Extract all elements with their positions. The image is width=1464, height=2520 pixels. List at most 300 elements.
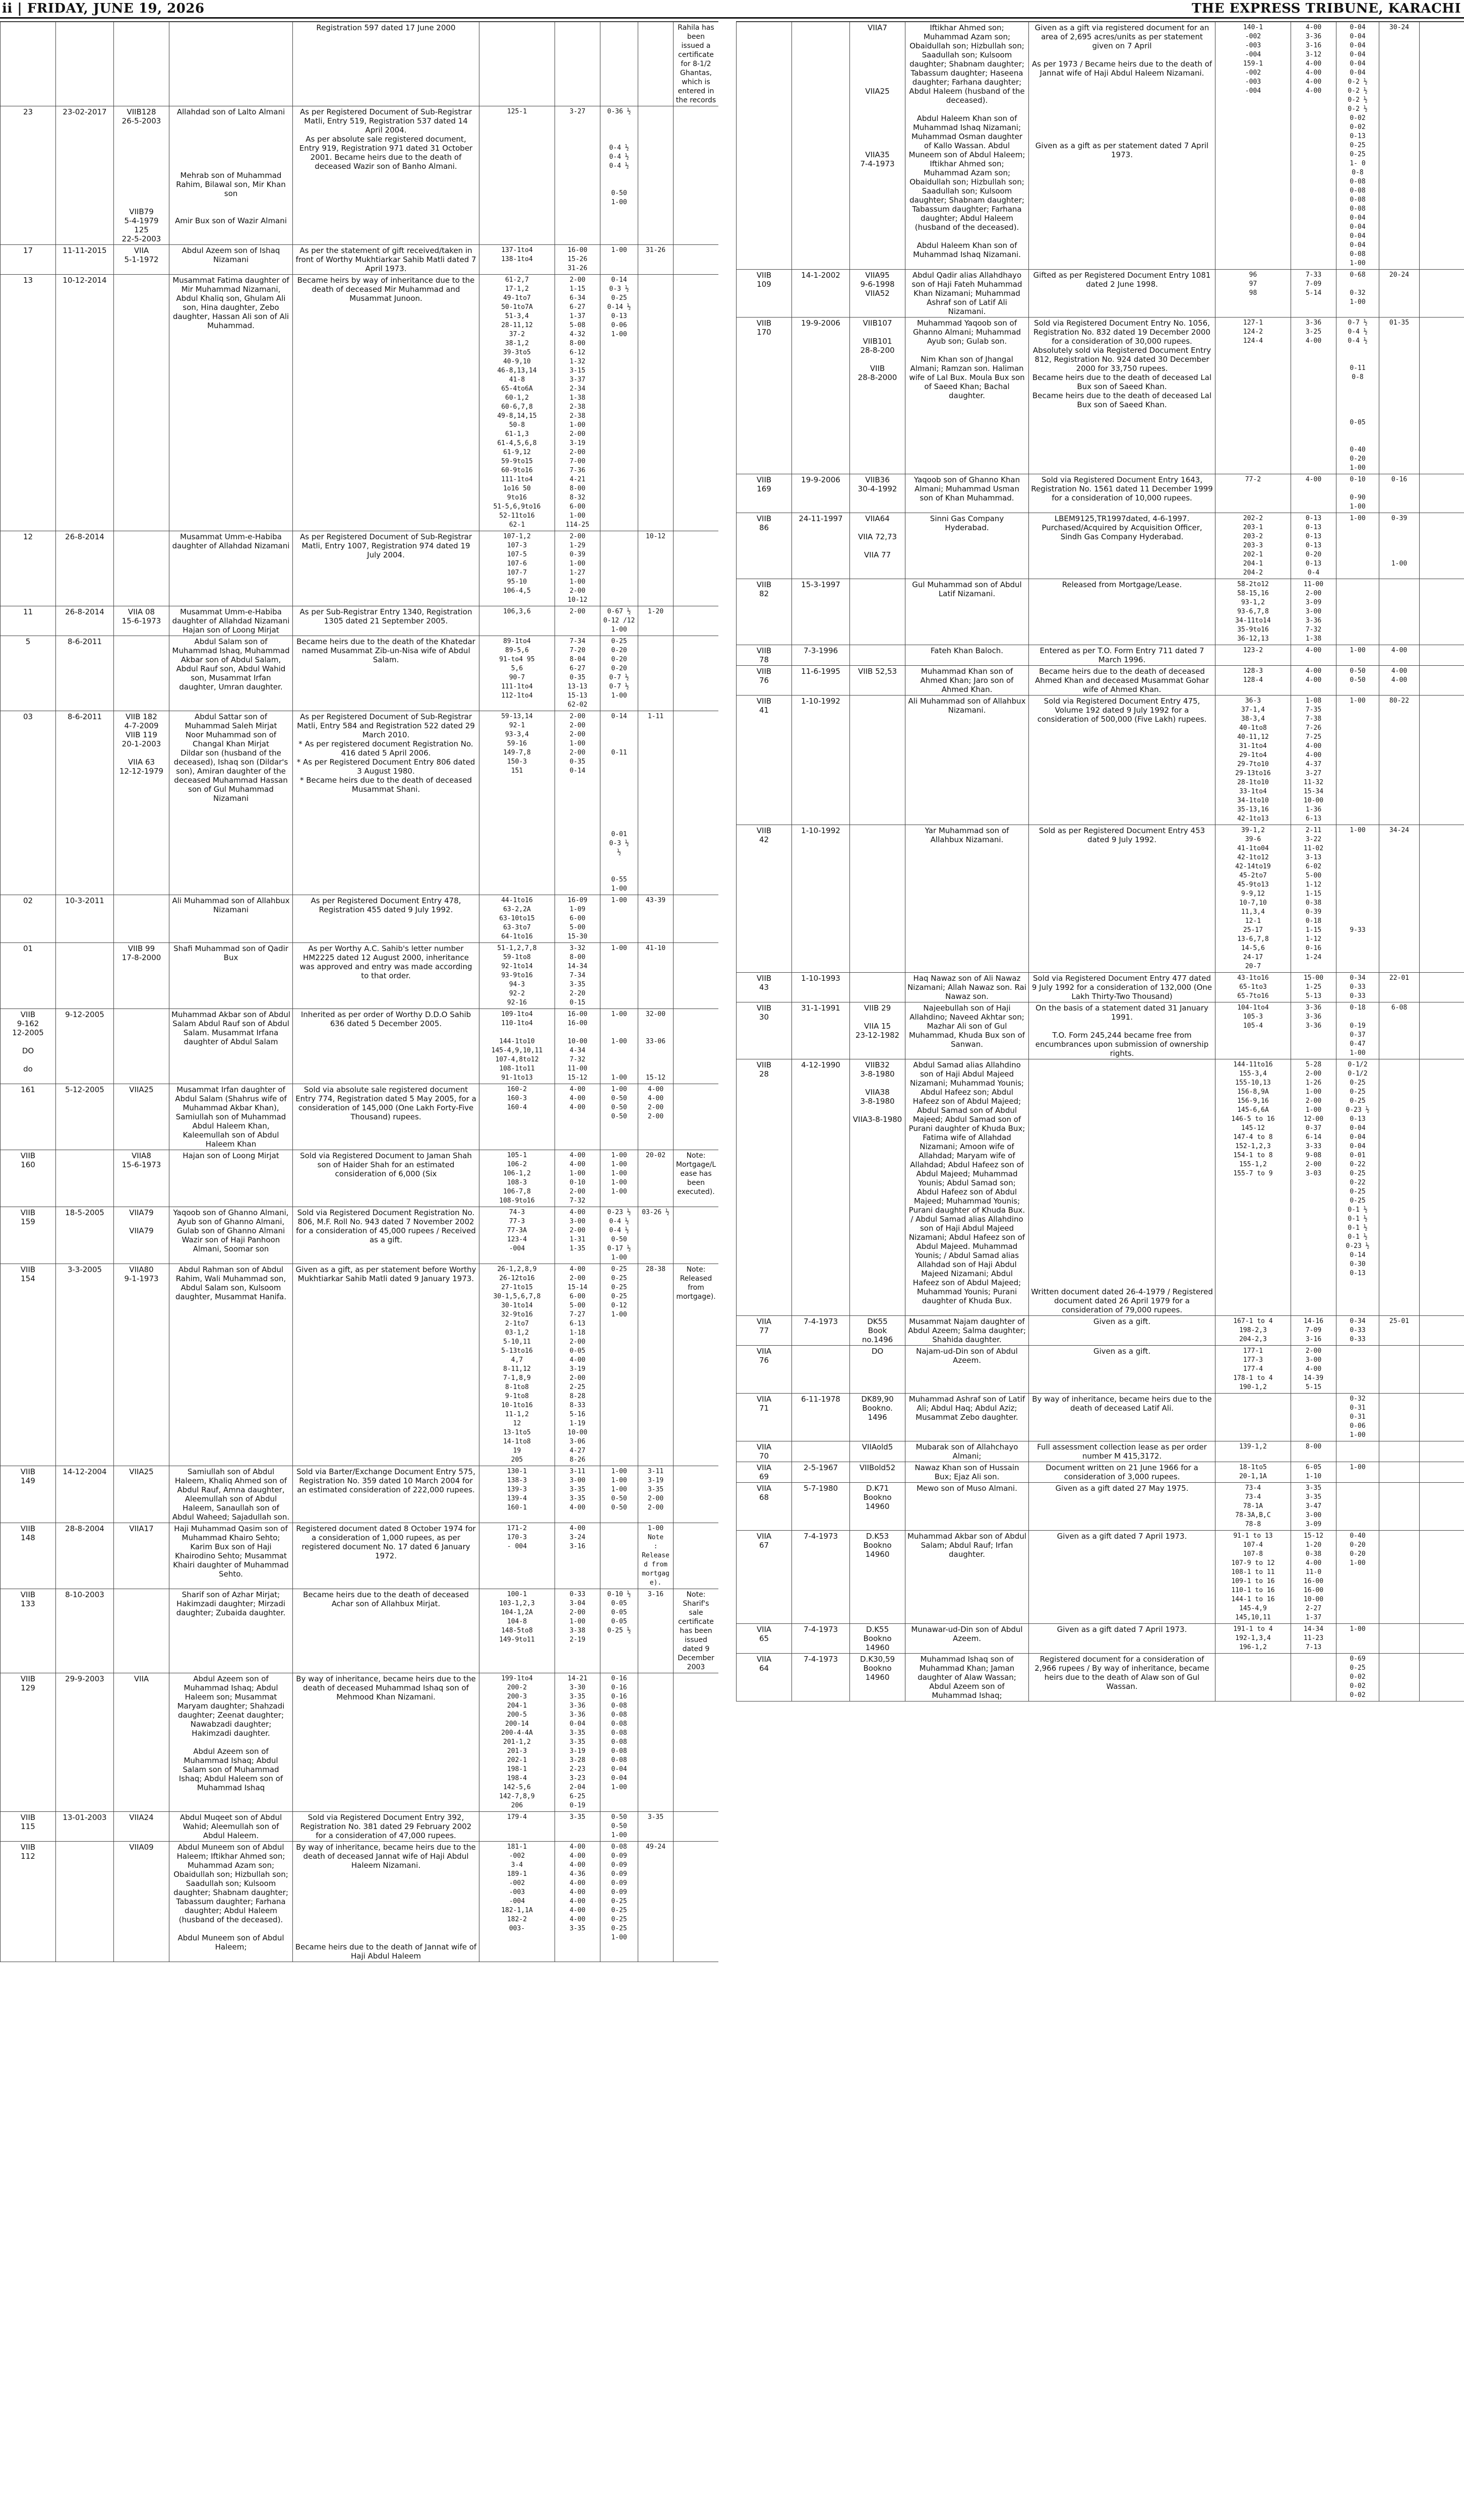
note <box>674 1084 719 1150</box>
entry-number: VIIB 159 <box>1 1207 56 1264</box>
area: 4-00 <box>1291 645 1336 666</box>
total-area <box>1379 1059 1420 1316</box>
reference-entry <box>114 1009 169 1084</box>
owner-names: Haq Nawaz son of Ali Nawaz Nizamani; Allah Nawaz son. Rai Nawaz son. <box>905 973 1029 1002</box>
entry-date: 11-11-2015 <box>56 245 114 275</box>
entry-date: 8-6-2011 <box>56 636 114 711</box>
area: 3-32 8-00 14-34 7-34 3-35 2-20 0-15 <box>555 943 600 1009</box>
area: 11-00 2-00 3-09 3-00 3-36 7-32 1-38 <box>1291 579 1336 645</box>
note <box>1420 1654 1464 1702</box>
table-row <box>1 895 719 943</box>
remarks: Full assessment collection lease as per order number M 415,3172. <box>1029 1441 1215 1462</box>
area: 4-00 4-00 4-00 <box>555 1084 600 1150</box>
note <box>674 275 719 531</box>
note <box>674 1673 719 1812</box>
left-column <box>0 21 718 2520</box>
note <box>1420 1531 1464 1624</box>
total-area: 01-35 <box>1379 318 1420 474</box>
reference-entry: D.K71 Bookno 14960 <box>850 1483 905 1531</box>
note <box>1420 1346 1464 1394</box>
entry-number: 01 <box>1 943 56 1009</box>
entry-number: VIIB 76 <box>737 666 792 696</box>
remarks: Became heirs by way of inheritance due to the death of deceased Mir Muhammad and Musammat Junoon. <box>293 275 479 531</box>
entry-date <box>56 22 114 106</box>
survey-numbers: 109-1to4 110-1to4 144-1to10 145-4,9,10,11 107-4,8to12 108-1to11 91-1to13 <box>479 1009 555 1084</box>
share: 0-14 0-11 0-01 0-3 ½ ½ 0-55 1-00 <box>600 711 638 895</box>
note <box>674 636 719 711</box>
area: 4-00 4-00 <box>1291 666 1336 696</box>
survey-numbers: 127-1 124-2 124-4 <box>1215 318 1291 474</box>
entry-date: 7-3-1996 <box>792 645 850 666</box>
table-row <box>1 1264 719 1466</box>
remarks: Became heirs due to the death of the Khatedar named Musammat Zib-un-Nisa wife of Abdul Salam. <box>293 636 479 711</box>
table-row <box>1 245 719 275</box>
entry-number: VIIB 133 <box>1 1589 56 1673</box>
area: 14-21 3-30 3-35 3-36 3-36 0-04 3-35 3-35 3-19 3-28 2-23 3-23 2-04 6-25 0-19 <box>555 1673 600 1812</box>
share: 0-50 0-50 1-00 <box>600 1812 638 1842</box>
table-row <box>737 318 1464 474</box>
survey-numbers: 73-4 73-4 78-1A 78-3A,B,C 78-8 <box>1215 1483 1291 1531</box>
table-row <box>737 1654 1464 1702</box>
owner-names: Ali Muhammad son of Allahbux Nizamani. <box>905 696 1029 825</box>
table-row <box>737 666 1464 696</box>
remarks: Sold via Registered Document Registration No. 806, M.F. Roll No. 943 dated 7 November 2002 for a consideration of 45,000 rupees / Received as a gift. <box>293 1207 479 1264</box>
entry-date: 7-4-1973 <box>792 1654 850 1702</box>
share: 1-00 <box>600 895 638 943</box>
entry-date: 6-11-1978 <box>792 1394 850 1441</box>
table-row <box>1 1589 719 1673</box>
entry-number: VIIA 70 <box>737 1441 792 1462</box>
area: 2-00 1-29 0-39 1-00 1-27 1-00 2-00 10-12 <box>555 531 600 606</box>
owner-names: Samiullah son of Abdul Haleem, Khaliq Ahmed son of Abdul Rauf, Amna daughter, Aleemullah son of Abdul Haleem, Sanaullah son of Abdul Waheed; Sajadullah son. <box>169 1466 293 1523</box>
share <box>600 1523 638 1589</box>
area: 5-28 2-00 1-26 1-00 2-00 1-00 12-00 0-37 6-14 3-33 9-08 2-00 3-03 <box>1291 1059 1336 1316</box>
reference-entry <box>850 579 905 645</box>
owner-names: Mubarak son of Allahchayo Almani; <box>905 1441 1029 1462</box>
survey-numbers: 96 97 98 <box>1215 270 1291 318</box>
note <box>1420 318 1464 474</box>
owner-names: Abdul Qadir alias Allahdhayo son of Haji Fateh Muhammad Khan Nizamani; Muhammad Ashraf son of Latif Ali Nizamani. <box>905 270 1029 318</box>
remarks: By way of inheritance, became heirs due to the death of deceased Latif Ali. <box>1029 1394 1215 1441</box>
total-area: 20-02 <box>638 1150 674 1207</box>
area: 2-00 2-00 2-00 1-00 2-00 0-35 0-14 <box>555 711 600 895</box>
survey-numbers: 58-2to12 58-15,16 93-1,2 93-6,7,8 34-11to14 35-9to16 36-12,13 <box>1215 579 1291 645</box>
note <box>674 106 719 245</box>
survey-numbers: 39-1,2 39-6 41-1to04 42-1to12 42-14to19 45-2to7 45-9to13 9-9,12 10-7,10 11,3,4 12-1 25-17 13-6,7,8 14-5,6 24-17 20-7 <box>1215 825 1291 973</box>
total-area <box>1379 1531 1420 1624</box>
survey-numbers: 125-1 <box>479 106 555 245</box>
entry-date: 5-7-1980 <box>792 1483 850 1531</box>
entry-number: 5 <box>1 636 56 711</box>
entry-number: VIIB 109 <box>737 270 792 318</box>
area <box>555 22 600 106</box>
share: 0-25 0-25 0-25 0-25 0-12 1-00 <box>600 1264 638 1466</box>
owner-names: Abdul Salam son of Muhammad Ishaq, Muhammad Akbar son of Abdul Salam, Abdul Rauf son, Abdul Wahid son, Musammat Irfan daughter, Umran daughter. <box>169 636 293 711</box>
remarks: Gifted as per Registered Document Entry 1081 dated 2 June 1998. <box>1029 270 1215 318</box>
note <box>1420 1441 1464 1462</box>
entry-date <box>792 22 850 270</box>
area: 14-16 7-09 3-16 <box>1291 1316 1336 1346</box>
total-area <box>638 275 674 531</box>
area: 14-34 11-23 7-13 <box>1291 1624 1336 1654</box>
note <box>674 711 719 895</box>
entry-number: VIIA 67 <box>737 1531 792 1624</box>
owner-names: Muhammad Ashraf son of Latif Ali; Abdul Haq; Abdul Aziz; Musammat Zebo daughter. <box>905 1394 1029 1441</box>
total-area <box>638 106 674 245</box>
owner-names: Najeebullah son of Haji Allahdino; Naveed Akhtar son; Mazhar Ali son of Gul Muhammad, Khuda Bux son of Sanwan. <box>905 1002 1029 1059</box>
area: 4-00 3-24 3-16 <box>555 1523 600 1589</box>
entry-number: VIIB 115 <box>1 1812 56 1842</box>
entry-number: VIIB 86 <box>737 513 792 579</box>
share: 1-00 1-00 1-00 <box>600 1009 638 1084</box>
reference-entry <box>114 22 169 106</box>
reference-entry: D.K55 Bookno 14960 <box>850 1624 905 1654</box>
share <box>600 531 638 606</box>
survey-numbers: 100-1 103-1,2,3 104-1,2A 104-8 148-5to8 149-9to11 <box>479 1589 555 1673</box>
masthead-paper: THE EXPRESS TRIBUNE, KARACHI <box>1191 1 1461 16</box>
left-record-table <box>0 22 718 1962</box>
share: 0-23 ½ 0-4 ½ 0-4 ½ 0-50 0-17 ½ 1-00 <box>600 1207 638 1264</box>
entry-number: 03 <box>1 711 56 895</box>
total-area: 25-01 <box>1379 1316 1420 1346</box>
share: 0-68 0-32 1-00 <box>1336 270 1379 318</box>
survey-numbers: 77-2 <box>1215 474 1291 513</box>
entry-number: VIIA 77 <box>737 1316 792 1346</box>
area: 3-27 <box>555 106 600 245</box>
owner-names: Shafi Muhammad son of Qadir Bux <box>169 943 293 1009</box>
area: 16-09 1-09 6-00 5-00 15-30 <box>555 895 600 943</box>
note <box>674 1523 719 1589</box>
share: 0-34 0-33 0-33 <box>1336 1316 1379 1346</box>
survey-numbers: 137-1to4 138-1to4 <box>479 245 555 275</box>
reference-entry <box>114 895 169 943</box>
reference-entry: VIIA 08 15-6-1973 <box>114 606 169 636</box>
survey-numbers <box>1215 1394 1291 1441</box>
survey-numbers: 167-1 to 4 198-2,3 204-2,3 <box>1215 1316 1291 1346</box>
table-row <box>1 22 719 106</box>
masthead <box>0 0 1464 19</box>
entry-number: VIIB 148 <box>1 1523 56 1589</box>
remarks: By way of inheritance, became heirs due to the death of deceased Jannat wife of Haji Abdul Haleem Nizamani. Became heirs due to the death of Jannat wife of Haji Abdul Haleem <box>293 1842 479 1962</box>
remarks: Given as a gift dated 7 April 1973. <box>1029 1531 1215 1624</box>
note: Note: Sharif's sale certificate has been issued dated 9 December 2003 <box>674 1589 719 1673</box>
entry-date: 7-4-1973 <box>792 1624 850 1654</box>
owner-names: Abdul Azeem son of Ishaq Nizamani <box>169 245 293 275</box>
total-area: 30-24 <box>1379 22 1420 270</box>
survey-numbers: 43-1to16 65-1to3 65-7to16 <box>1215 973 1291 1002</box>
reference-entry: VIIA17 <box>114 1523 169 1589</box>
masthead-date: ii | FRIDAY, JUNE 19, 2026 <box>2 1 205 16</box>
remarks: Given as a gift dated 27 May 1975. <box>1029 1483 1215 1531</box>
owner-names: Fateh Khan Baloch. <box>905 645 1029 666</box>
share: 0-14 0-3 ½ 0-25 0-14 ½ 0-13 0-06 1-00 <box>600 275 638 531</box>
entry-number: 23 <box>1 106 56 245</box>
remarks: Sold as per Registered Document Entry 453 dated 9 July 1992. <box>1029 825 1215 973</box>
table-row <box>737 513 1464 579</box>
survey-numbers: 177-1 177-3 177-4 178-1 to 4 190-1,2 <box>1215 1346 1291 1394</box>
remarks: Sold via Registered Document Entry 475, Volume 192 dated 9 July 1992 for a consideration of 500,000 (Five Lakh) rupees. <box>1029 696 1215 825</box>
remarks: As per Registered Document Entry 478, Registration 455 dated 9 July 1992. <box>293 895 479 943</box>
owner-names: Muhammad Yaqoob son of Ghanno Almani; Muhammad Ayub son; Gulab son. Nim Khan son of Jhangal Almani; Ramzan son. Haliman wife of Lal Bux. Moula Bux son of Saeed Khan; Bachal daughter. <box>905 318 1029 474</box>
entry-date <box>56 1842 114 1962</box>
share: 0-25 0-20 0-20 0-20 0-7 ½ 0-7 ½ 1-00 <box>600 636 638 711</box>
entry-number: VIIB 9-162 12-2005 DO do <box>1 1009 56 1084</box>
remarks: By way of inheritance, became heirs due to the death of deceased Muhammad Ishaq son of Mehmood Khan Nizamani. <box>293 1673 479 1812</box>
remarks: Sold via Registered Document Entry 1643, Registration No. 1561 dated 11 December 1999 for a consideration of 10,000 rupees. <box>1029 474 1215 513</box>
note <box>674 1009 719 1084</box>
reference-entry <box>114 531 169 606</box>
table-row <box>737 22 1464 270</box>
share: 1-00 9-33 <box>1336 825 1379 973</box>
owner-names: Mewo son of Muso Almani. <box>905 1483 1029 1531</box>
table-row <box>1 943 719 1009</box>
note <box>674 1812 719 1842</box>
entry-date: 10-3-2011 <box>56 895 114 943</box>
survey-numbers <box>1215 1654 1291 1702</box>
reference-entry: VIIAold5 <box>850 1441 905 1462</box>
remarks: Released from Mortgage/Lease. <box>1029 579 1215 645</box>
total-area: 41-10 <box>638 943 674 1009</box>
entry-number: VIIB 41 <box>737 696 792 825</box>
area: 4-00 3-00 2-00 1-31 1-35 <box>555 1207 600 1264</box>
entry-date: 15-3-1997 <box>792 579 850 645</box>
entry-number: 02 <box>1 895 56 943</box>
reference-entry <box>114 275 169 531</box>
table-row <box>1 1207 719 1264</box>
remarks: Entered as per T.O. Form Entry 711 dated 7 March 1996. <box>1029 645 1215 666</box>
total-area: 22-01 <box>1379 973 1420 1002</box>
total-area: 4-00 4-00 2-00 2-00 <box>638 1084 674 1150</box>
share <box>1336 1483 1379 1531</box>
owner-names: Muhammad Akbar son of Abdul Salam Abdul Rauf son of Abdul Salam. Musammat Irfana daughter of Abdul Salam <box>169 1009 293 1084</box>
entry-number: VIIB 149 <box>1 1466 56 1523</box>
total-area: 10-12 <box>638 531 674 606</box>
entry-date: 24-11-1997 <box>792 513 850 579</box>
note <box>1420 1394 1464 1441</box>
note <box>674 895 719 943</box>
entry-number: 12 <box>1 531 56 606</box>
survey-numbers: 104-1to4 105-3 105-4 <box>1215 1002 1291 1059</box>
survey-numbers: 130-1 138-3 139-3 139-4 160-1 <box>479 1466 555 1523</box>
entry-date: 23-02-2017 <box>56 106 114 245</box>
table-row <box>737 1483 1464 1531</box>
reference-entry: VIIB 52,53 <box>850 666 905 696</box>
total-area <box>1379 1624 1420 1654</box>
reference-entry: VIIA64 VIIA 72,73 VIIA 77 <box>850 513 905 579</box>
area: 7-34 7-20 8-04 6-27 0-35 13-13 15-13 62-02 <box>555 636 600 711</box>
entry-number <box>737 22 792 270</box>
survey-numbers: 139-1,2 <box>1215 1441 1291 1462</box>
table-row <box>1 1150 719 1207</box>
share: 0-7 ½ 0-4 ½ 0-4 ½ 0-11 0-8 0-05 0-40 0-20 1-00 <box>1336 318 1379 474</box>
entry-date: 3-3-2005 <box>56 1264 114 1466</box>
entry-date: 14-1-2002 <box>792 270 850 318</box>
remarks: As per Registered Document of Sub-Registrar Matli, Entry 584 and Registration 522 dated 29 March 2010. * As per registered document Registration No. 416 dated 5 April 2006. * As per Registered Document Entry 806 dated 3 August 1980. * Became heirs due to the death of deceased Musammat Shani. <box>293 711 479 895</box>
entry-date: 29-9-2003 <box>56 1673 114 1812</box>
survey-numbers: 51-1,2,7,8 59-1to8 92-1to14 93-9to16 94-3 92-2 92-16 <box>479 943 555 1009</box>
share <box>1336 1441 1379 1462</box>
entry-date: 14-12-2004 <box>56 1466 114 1523</box>
reference-entry: VIIB 29 VIIA 15 23-12-1982 <box>850 1002 905 1059</box>
share <box>1336 1346 1379 1394</box>
reference-entry: VIIB36 30-4-1992 <box>850 474 905 513</box>
area: 4-00 2-00 15-14 6-00 5-00 7-27 6-13 1-18 2-00 0-05 4-00 3-19 2-00 2-25 8-28 8-33 5-16 1-19 10-00 3-06 4-27 8-26 <box>555 1264 600 1466</box>
entry-date: 28-8-2004 <box>56 1523 114 1589</box>
entry-date: 26-8-2014 <box>56 531 114 606</box>
survey-numbers: 74-3 77-3 77-3A 123-4 -004 <box>479 1207 555 1264</box>
survey-numbers: 105-1 106-2 106-1,2 108-3 106-7,8 108-9to16 <box>479 1150 555 1207</box>
note <box>1420 1462 1464 1483</box>
share: 0-1/2 0-1/2 0-25 0-25 0-25 0-23 ½ 0-13 0-04 0-04 0-04 0-01 0-22 0-25 0-22 0-25 0-25 0-1 ½ 0-1 ½ 0-1 ½ 0-1 ½ 0-23 ½ 0-14 0-30 0-13 <box>1336 1059 1379 1316</box>
remarks: Became heirs due to the death of deceased Ahmed Khan and deceased Musammat Gohar wife of Ahmed Khan. <box>1029 666 1215 696</box>
entry-date: 13-01-2003 <box>56 1812 114 1842</box>
area: 6-05 1-10 <box>1291 1462 1336 1483</box>
survey-numbers: 36-3 37-1,4 38-3,4 40-1to8 40-11,12 31-1to4 29-1to4 29-7to10 29-13to16 28-1to10 33-1to4 34-1to10 35-13,16 42-1to13 <box>1215 696 1291 825</box>
area <box>1291 1394 1336 1441</box>
entry-number: VIIB 169 <box>737 474 792 513</box>
survey-numbers: 171-2 170-3 - 004 <box>479 1523 555 1589</box>
reference-entry: VIIA8 15-6-1973 <box>114 1150 169 1207</box>
entry-date: 7-4-1973 <box>792 1316 850 1346</box>
entry-date: 31-1-1991 <box>792 1002 850 1059</box>
note <box>1420 1059 1464 1316</box>
table-row <box>737 1624 1464 1654</box>
reference-entry <box>850 696 905 825</box>
table-row <box>737 1002 1464 1059</box>
entry-number: 13 <box>1 275 56 531</box>
entry-number: VIIB 154 <box>1 1264 56 1466</box>
survey-numbers: 181-1 -002 3-4 189-1 -002 -003 -004 182-1,1A 182-2 003- <box>479 1842 555 1962</box>
survey-numbers: 44-1to16 63-2,2A 63-10to15 63-3to7 64-1to16 <box>479 895 555 943</box>
total-area: 80-22 <box>1379 696 1420 825</box>
entry-date <box>56 1150 114 1207</box>
total-area <box>638 1673 674 1812</box>
note <box>1420 1316 1464 1346</box>
entry-number: VIIB 112 <box>1 1842 56 1962</box>
share: 0-32 0-31 0-31 0-06 1-00 <box>1336 1394 1379 1441</box>
owner-names: Nawaz Khan son of Hussain Bux; Ejaz Ali son. <box>905 1462 1029 1483</box>
note <box>674 1466 719 1523</box>
owner-names: Abdul Sattar son of Muhammad Saleh Mirjat Noor Muhammad son of Changal Khan Mirjat Dildar son (husband of the deceased), Ishaq son (Dildar's son), Amiran daughter of the deceased Muhammad Hassan son of Gul Muhammad Nizamani <box>169 711 293 895</box>
reference-entry: VIIA79 VIIA79 <box>114 1207 169 1264</box>
share: 0-69 0-25 0-02 0-02 0-02 <box>1336 1654 1379 1702</box>
share: 0-34 0-33 0-33 <box>1336 973 1379 1002</box>
share: 1-00 <box>1336 645 1379 666</box>
entry-number: VIIB 129 <box>1 1673 56 1812</box>
total-area: 03-26 ½ <box>638 1207 674 1264</box>
entry-date: 26-8-2014 <box>56 606 114 636</box>
reference-entry: VIIA 5-1-1972 <box>114 245 169 275</box>
survey-numbers: 160-2 160-3 160-4 <box>479 1084 555 1150</box>
owner-names: Iftikhar Ahmed son; Muhammad Azam son; Obaidullah son; Hizbullah son; Saadullah son; Kulsoom daughter; Shabnam daughter; Tabassum daughter; Haseena daughter; Farhana daughter; Abdul Haleem (husband of the deceased). Abdul Haleem Khan son of Muhammad Ishaq Nizamani; Muhammad Osman daughter of Kallo Wassan. Abdul Muneem son of Abdul Haleem; Iftikhar Ahmed son; Muhammad Azam son; Obaidullah son; Hizbullah son; Saadullah son; Kulsoom daughter; Shabnam daughter; Tabassum daughter; Farhana daughter; Abdul Haleem (husband of the deceased). Abdul Haleem Khan son of Muhammad Ishaq Nizamani. <box>905 22 1029 270</box>
remarks: Registered document dated 8 October 1974 for a consideration of 1,000 rupees, as per registered document No. 17 dated 6 January 1972. <box>293 1523 479 1589</box>
reference-entry: VIIB 182 4-7-2009 VIIB 119 20-1-2003 VIIA 63 12-12-1979 <box>114 711 169 895</box>
table-row <box>737 825 1464 973</box>
table-row <box>737 1531 1464 1624</box>
note <box>1420 270 1464 318</box>
share: 1-00 1-00 1-00 0-50 0-50 <box>600 1466 638 1523</box>
remarks: Sold via Registered Document Entry No. 1056, Registration No. 832 dated 19 December 2000 for a consideration of 30,000 rupees. Absolutely sold via Registered Document Entry 812, Registration No. 924 dated 30 December 2000 for 33,750 rupees. Became heirs due to the death of deceased Lal Bux son of Saeed Khan. Became heirs due to the death of deceased Lal Bux son of Saeed Khan. <box>1029 318 1215 474</box>
area: 16-00 16-00 10-00 4-34 7-32 11-00 15-12 <box>555 1009 600 1084</box>
entry-date: 4-12-1990 <box>792 1059 850 1316</box>
owner-names: Abdul Muqeet son of Abdul Wahid; Aleemullah son of Abdul Haleem. <box>169 1812 293 1842</box>
note <box>674 245 719 275</box>
table-row <box>1 1812 719 1842</box>
total-area <box>1379 1394 1420 1441</box>
remarks: Inherited as per order of Worthy D.D.O Sahib 636 dated 5 December 2005. <box>293 1009 479 1084</box>
share: 0-67 ½ 0-12 /12 1-00 <box>600 606 638 636</box>
share: 1-00 <box>1336 696 1379 825</box>
area: 4-00 3-36 3-16 3-12 4-00 4-00 4-00 4-00 <box>1291 22 1336 270</box>
table-row <box>1 636 719 711</box>
table-row <box>737 973 1464 1002</box>
area: 4-00 <box>1291 474 1336 513</box>
area: 4-00 4-00 4-00 4-36 4-00 4-00 4-00 4-00 4-00 3-35 <box>555 1842 600 1962</box>
owner-names: Sinni Gas Company Hyderabad. <box>905 513 1029 579</box>
survey-numbers: 61-2,7 17-1,2 49-1to7 50-1to7A 51-3,4 28-11,12 37-2 38-1,2 39-3to5 40-9,10 46-8,13,14 41-8 65-4to6A 60-1,2 60-6,7,8 49-8,14,15 50-8 61-1,3 61-4,5,6,8 61-9,12 59-9to15 60-9to16 111-1to4 1o16 50 9to16 51-5,6,9to16 52-11to16 62-1 <box>479 275 555 531</box>
reference-entry: VIIB32 3-8-1980 VIIA38 3-8-1980 VIIA3-8-1980 <box>850 1059 905 1316</box>
table-row <box>737 1394 1464 1441</box>
reference-entry <box>850 645 905 666</box>
entry-number: 161 <box>1 1084 56 1150</box>
survey-numbers: 199-1to4 200-2 200-3 204-1 200-5 200-14 200-4-4A 201-1,2 201-3 202-1 198-1 198-4 142-5,6 142-7,8,9 206 <box>479 1673 555 1812</box>
note <box>1420 513 1464 579</box>
entry-date: 8-10-2003 <box>56 1589 114 1673</box>
table-row <box>737 1346 1464 1394</box>
table-row <box>737 474 1464 513</box>
share: 0-36 ½ 0-4 ½ 0-4 ½ 0-4 ½ 0-50 1-00 <box>600 106 638 245</box>
owner-names: Yar Muhammad son of Allahbux Nizamani. <box>905 825 1029 973</box>
right-record-table <box>736 22 1464 1702</box>
total-area: 3-35 <box>638 1812 674 1842</box>
reference-entry: D.K30,59 Bookno 14960 <box>850 1654 905 1702</box>
share: 1-00 <box>1336 1624 1379 1654</box>
remarks: Given as a gift. <box>1029 1346 1215 1394</box>
total-area <box>1379 1483 1420 1531</box>
entry-date: 2-5-1967 <box>792 1462 850 1483</box>
survey-numbers: 128-3 128-4 <box>1215 666 1291 696</box>
table-row <box>737 1316 1464 1346</box>
reference-entry: DK55 Book no.1496 <box>850 1316 905 1346</box>
survey-numbers: 89-1to4 89-5,6 91-to4 95 5,6 90-7 111-1to4 112-1to4 <box>479 636 555 711</box>
reference-entry: VIIA7 VIIA25 VIIA35 7-4-1973 <box>850 22 905 270</box>
area: 2-00 <box>555 606 600 636</box>
note: Rahila has been issued a certificate for 8-1/2 Ghantas, which is entered in the records <box>674 22 719 106</box>
entry-number: VIIA 64 <box>737 1654 792 1702</box>
remarks: Given as a gift, as per statement before Worthy Mukhtiarkar Sahib Matli dated 9 January 1973. <box>293 1264 479 1466</box>
survey-numbers: 191-1 to 4 192-1,3,4 196-1,2 <box>1215 1624 1291 1654</box>
area: 0-13 0-13 0-13 0-13 0-20 0-13 0-4 <box>1291 513 1336 579</box>
area: 3-11 3-00 3-35 3-35 4-00 <box>555 1466 600 1523</box>
total-area: 3-16 <box>638 1589 674 1673</box>
table-row <box>737 1059 1464 1316</box>
total-area <box>638 22 674 106</box>
area: 1-08 7-35 7-38 7-26 7-25 4-00 4-00 4-37 3-27 11-32 15-34 10-00 1-36 6-13 <box>1291 696 1336 825</box>
reference-entry: VIIA80 9-1-1973 <box>114 1264 169 1466</box>
owner-names: Abdul Samad alias Allahdino son of Haji Abdul Majeed Nizamani; Muhammad Younis; Abdul Hafeez son; Abdul Hafeez son of Abdul Majeed; Abdul Samad son of Abdul Majeed; Abdul Samad son of Purani daughter of Khuda Bux; Fatima wife of Allahdad Nizamani; Amoon wife of Allahdad; Maryam wife of Allahdad; Abdul Hafeez son of Abdul Majeed; Muhammad Younis; Abdul Samad son; Abdul Hafeez son of Abdul Majeed; Muhammad Younis; Purani daughter of Khuda Bux. / Abdul Samad alias Allahdino son of Haji Abdul Majeed Nizamani; Abdul Hafeez son of Abdul Majeed. Muhammad Younis; / Abdul Samad alias Allahdad son of Haji Abdul Majeed Nizamani; Abdul Hafeez son of Abdul Majeed; Muhammad Younis; Purani daughter of Khuda Bux. <box>905 1059 1029 1316</box>
entry-number: VIIA 69 <box>737 1462 792 1483</box>
entry-number: VIIB 43 <box>737 973 792 1002</box>
table-row <box>1 106 719 245</box>
table-row <box>737 696 1464 825</box>
area: 3-36 3-25 4-00 <box>1291 318 1336 474</box>
owner-names <box>169 22 293 106</box>
remarks: Document written on 21 June 1966 for a consideration of 3,000 rupees. <box>1029 1462 1215 1483</box>
entry-date: 9-12-2005 <box>56 1009 114 1084</box>
share: 1-00 <box>1336 1462 1379 1483</box>
survey-numbers <box>479 22 555 106</box>
entry-date <box>792 1346 850 1394</box>
